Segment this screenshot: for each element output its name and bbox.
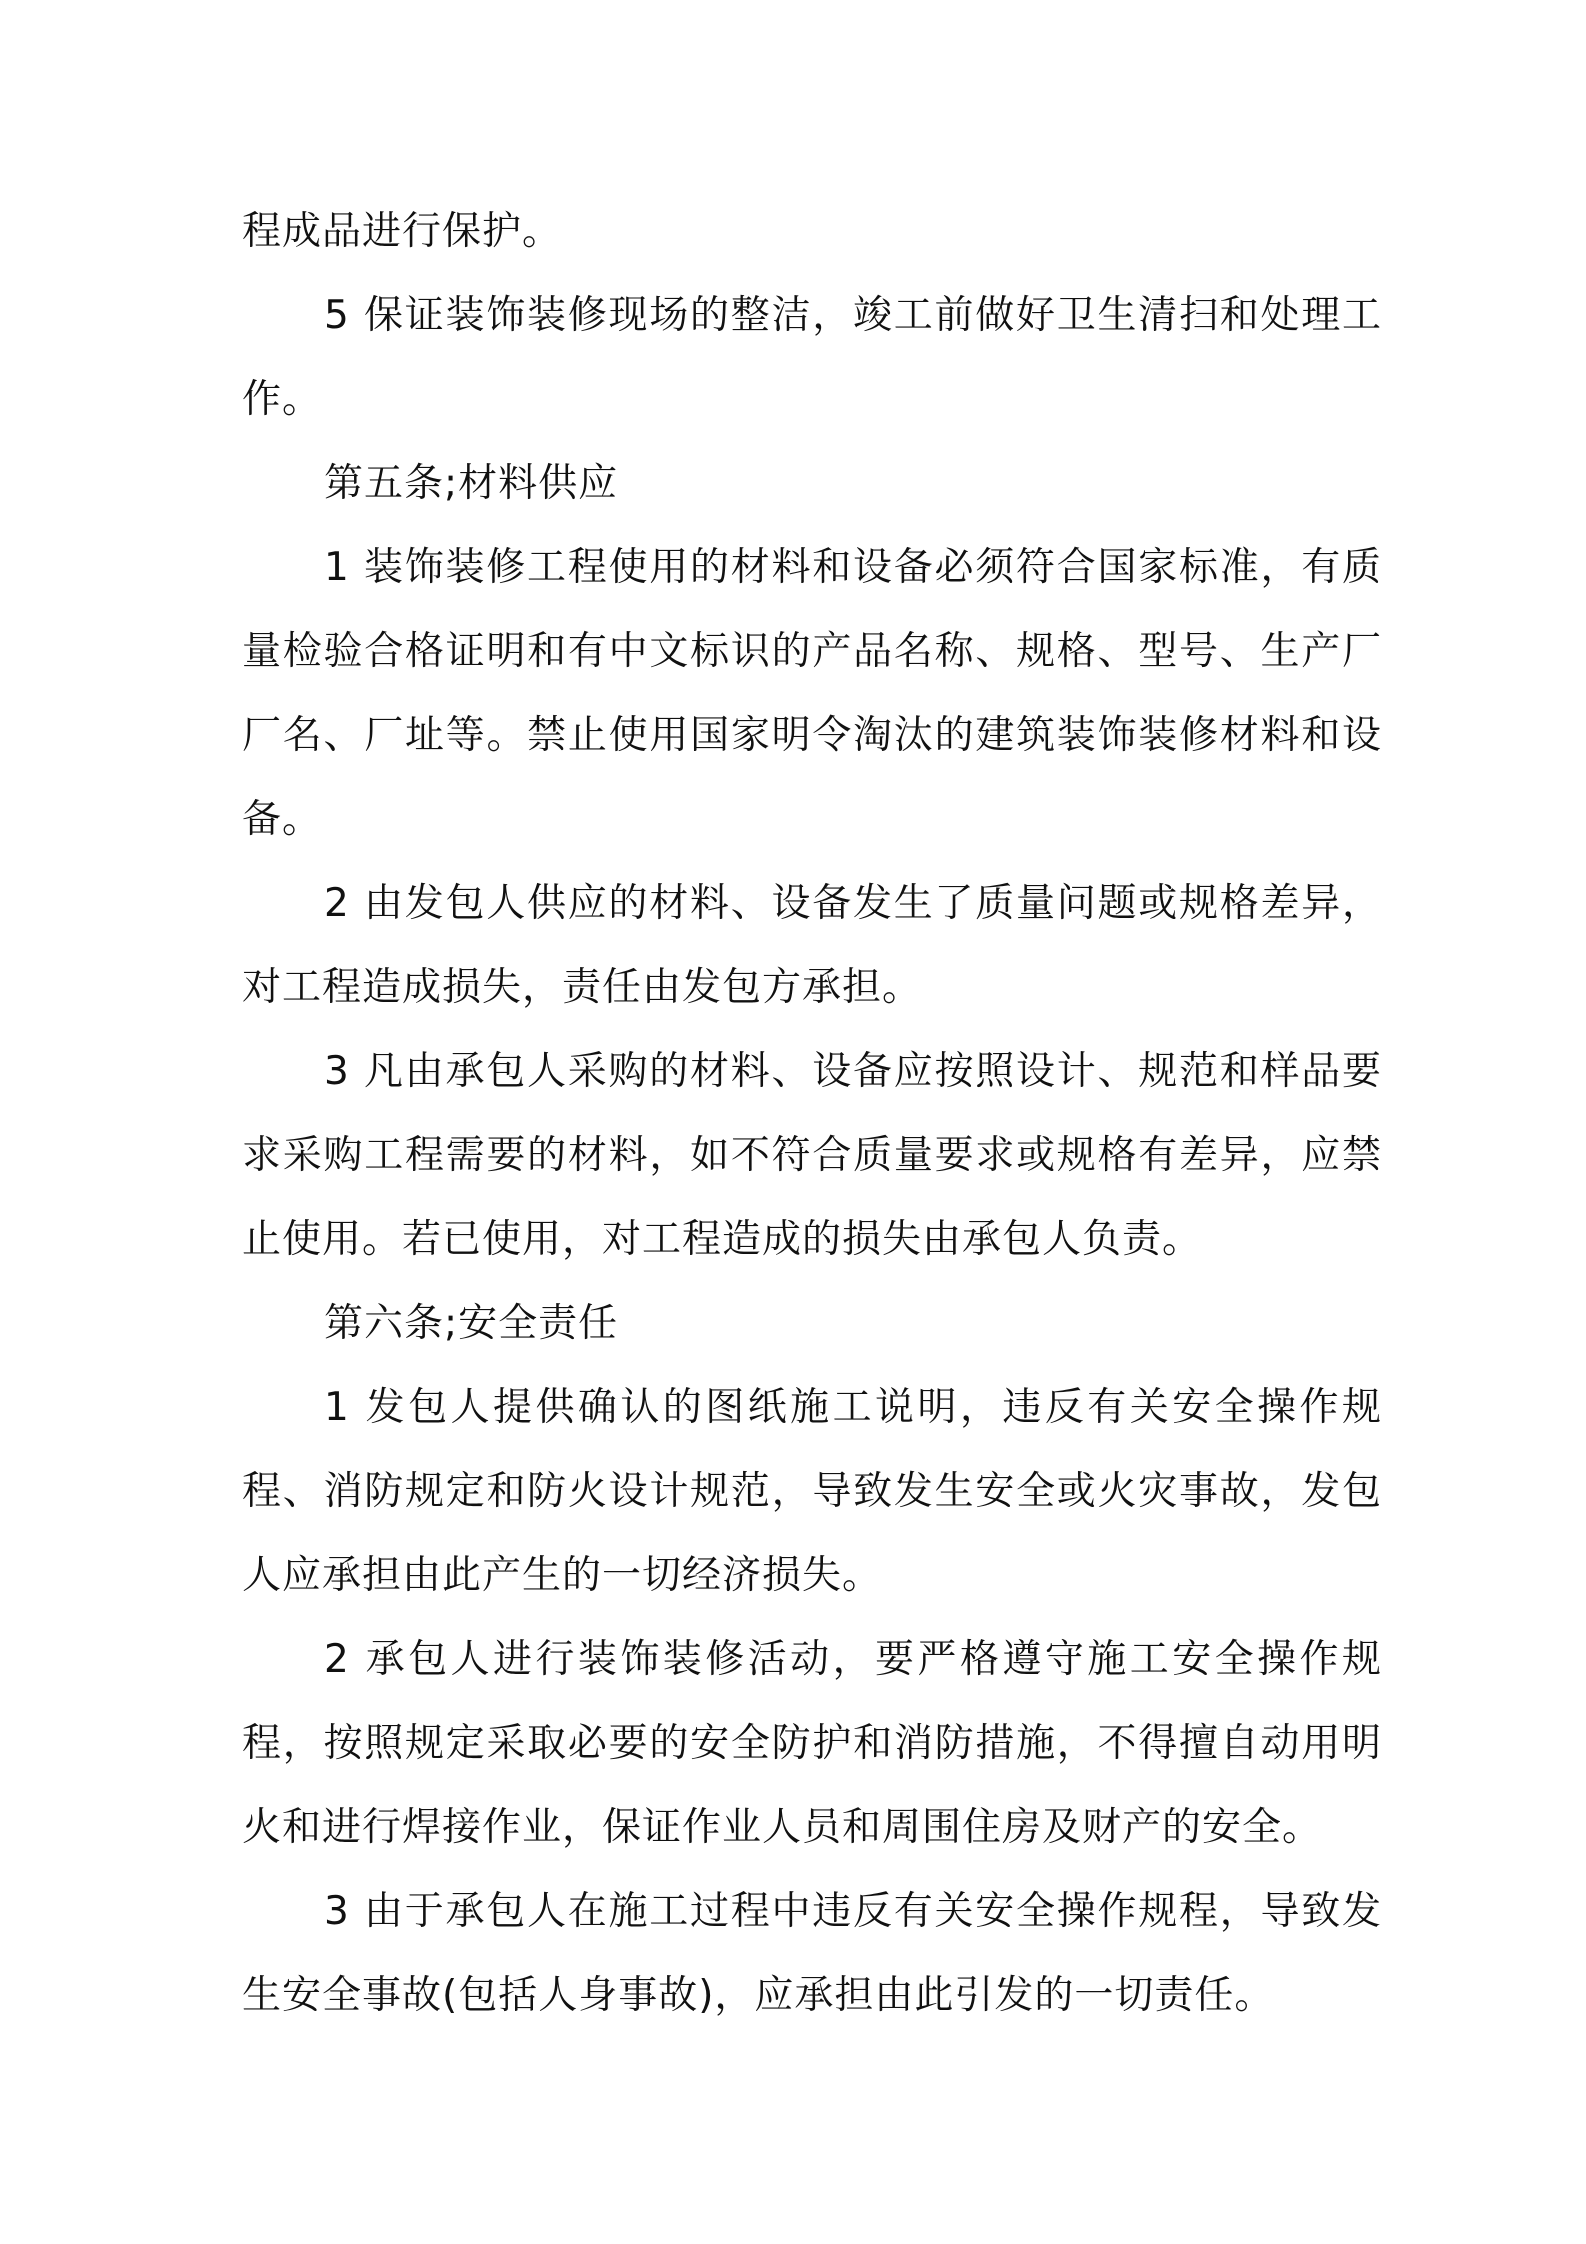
paragraph-clause-6-2: 2 承包人进行装饰装修活动，要严格遵守施工安全操作规程，按照规定采取必要的安全防护和消防措施，不得擅自动用明火和进行焊接作业，保证作业人员和周围住房及财产的安全。 [242,1637,1382,1850]
paragraph-clause-6-3: 3 由于承包人在施工过程中违反有关安全操作规程，导致发生安全事故(包括人身事故)，应承担由此引发的一切责任。 [242,1889,1382,2018]
document-body [242,190,1382,2038]
article-5-heading: 第五条;材料供应 [324,461,619,506]
paragraph-continuation: 程成品进行保护。 [242,209,563,254]
paragraph-clause-6-1: 1 发包人提供确认的图纸施工说明，违反有关安全操作规程、消防规定和防火设计规范，导致发生安全或火灾事故，发包人应承担由此产生的一切经济损失。 [242,1385,1382,1598]
paragraph-clause-5-1: 1 装饰装修工程使用的材料和设备必须符合国家标准，有质量检验合格证明和有中文标识的产品名称、规格、型号、生产厂厂名、厂址等。禁止使用国家明令淘汰的建筑装饰装修材料和设备。 [242,545,1382,842]
paragraph-clause-5-2: 2 由发包人供应的材料、设备发生了质量问题或规格差异，对工程造成损失，责任由发包方承担。 [242,881,1382,1010]
paragraph-clause-4-5: 5 保证装饰装修现场的整洁，竣工前做好卫生清扫和处理工作。 [242,293,1382,422]
paragraph-clause-5-3: 3 凡由承包人采购的材料、设备应按照设计、规范和样品要求采购工程需要的材料，如不符合质量要求或规格有差异，应禁止使用。若已使用，对工程造成的损失由承包人负责。 [242,1049,1382,1262]
article-6-heading: 第六条;安全责任 [324,1301,619,1346]
